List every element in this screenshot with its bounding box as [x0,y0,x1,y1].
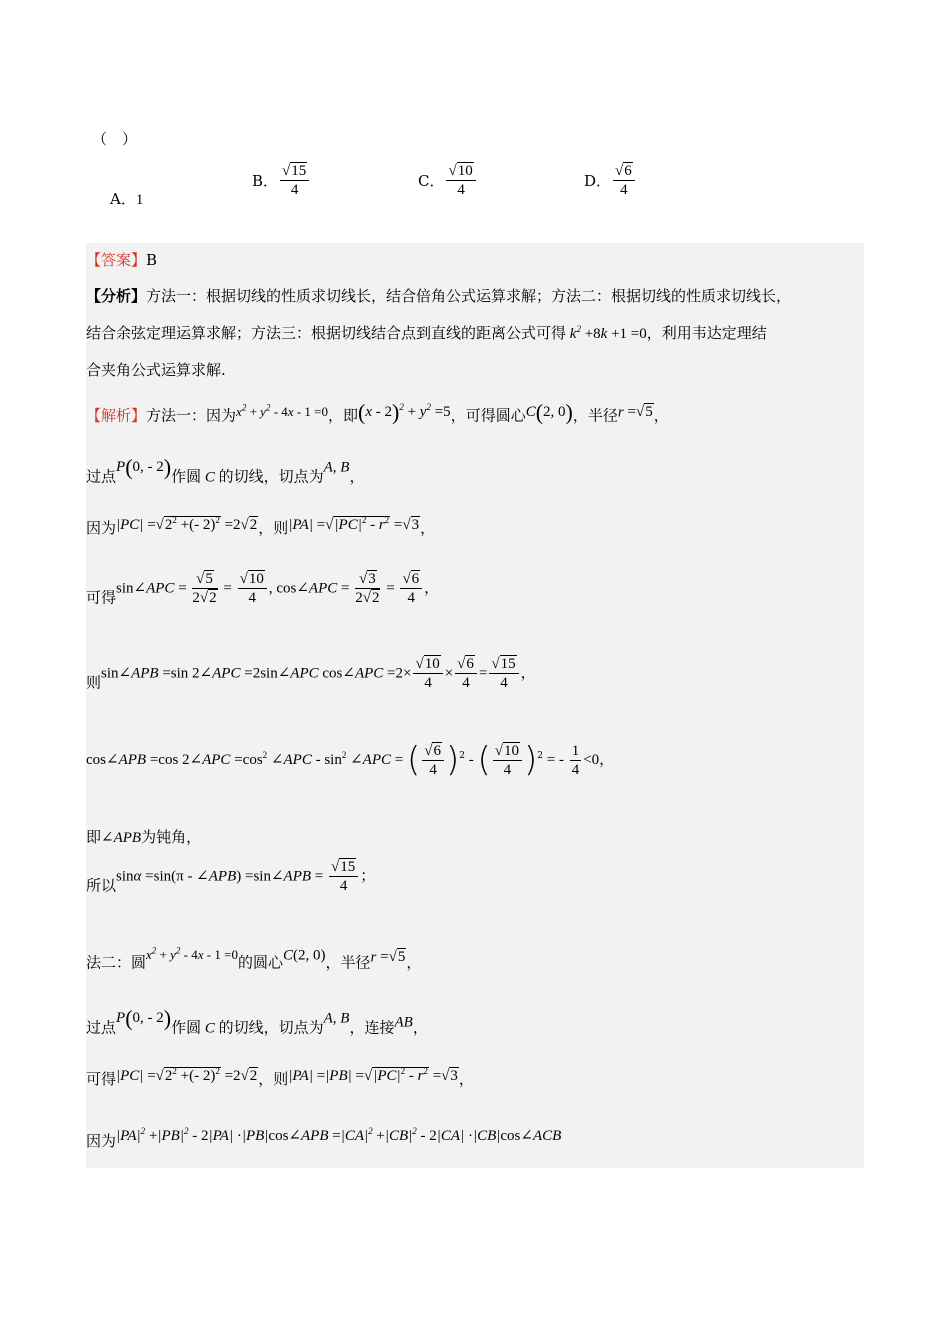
solution-line-7: 即∠APB为钝角， [86,828,202,846]
option-c: C． $\frac{√10}{4}$ [418,162,478,199]
solution-line-1: 【解析】方法一：因为$x^2 + y^2 - 4x - 1 =0$，即$(x - 2)^2 + y^2 =5$，可得圆心C(2, 0)，半径r =√5， [86,400,669,425]
analysis-line-2: 结合余弦定理运算求解；方法三：根据切线结合点到直线的距离公式可得 $k^2 +8k +1 =0$，利用韦达定理结 [86,324,767,342]
method2-line-3: 可得$|PC| =√2^2$ +(- 2)$^2$ =2√2，则$|PA| =|PB| =√|PC|^2 - r^2 =√3$， [86,1066,474,1088]
option-b: B． $\frac{√15}{4}$ [252,162,311,199]
option-d: D． $\frac{√6}{4}$ [584,162,637,199]
method2-line-2: 过点P(0, - 2)作圆 C 的切线，切点为A, B，连接AB， [86,1006,428,1037]
analysis-line-1: 【分析】方法一：根据切线的性质求切线长，结合倍角公式运算求解；方法二：根据切线的性质求切线长， [86,287,792,305]
solution-line-8: 所以sinα =sin(π - ∠APB) =sin∠APB = $\frac{√15}{4}$ ； [86,859,376,895]
answer-line: 【答案】B [86,251,158,269]
method2-line-4: 因为$|PA|^2 +|PB|^2 - 2|PA|$ ·|PB|cos∠APB $=|CA|^2 +|CB|^2 - 2|CA|$ ·|CB|cos∠ACB [86,1126,562,1150]
analysis-line-3: 合夹角公式运算求解. [86,361,226,379]
solution-line-3: 因为$|PC| =√2^2$ +(- 2)$^2$ =2√2，则$|PA| =√|PC|^2 - r^2 =√3$， [86,515,436,537]
solution-line-5: 则sin∠APB =sin 2∠APC =2sin∠APC cos∠APC =2× $\frac{√10}{4}$ × $\frac{√6}{4}$ = $\frac{√15}{4}$ ， [86,656,536,692]
method2-line-1: 法二：圆$x^2 + y^2 - 4x - 1 =0$的圆心C(2, 0)，半径r =√5， [86,946,422,972]
solution-line-4: 可得sin∠APC = $\frac{√5}{2√2}$ = $\frac{√10}{4}$ , cos∠APC = $\frac{√3}{2√2}$ = $\frac{√6}{4}$ ， [86,571,440,607]
question-paren: （ ） [92,130,138,148]
solution-line-2: 过点P(0, - 2)作圆 C 的切线，切点为A, B， [86,455,365,486]
solution-line-6: cos∠APB =cos 2∠APC $=\cos^2$ ∠APC - $\sin^2$ ∠APC = ( $\frac{√6}{4}$ )$^2$ - ( $\frac{√10}{4}$ )$^2$ = - $\frac{1}{4}$ <0， [86,740,615,780]
option-a: A．1 [110,190,144,208]
